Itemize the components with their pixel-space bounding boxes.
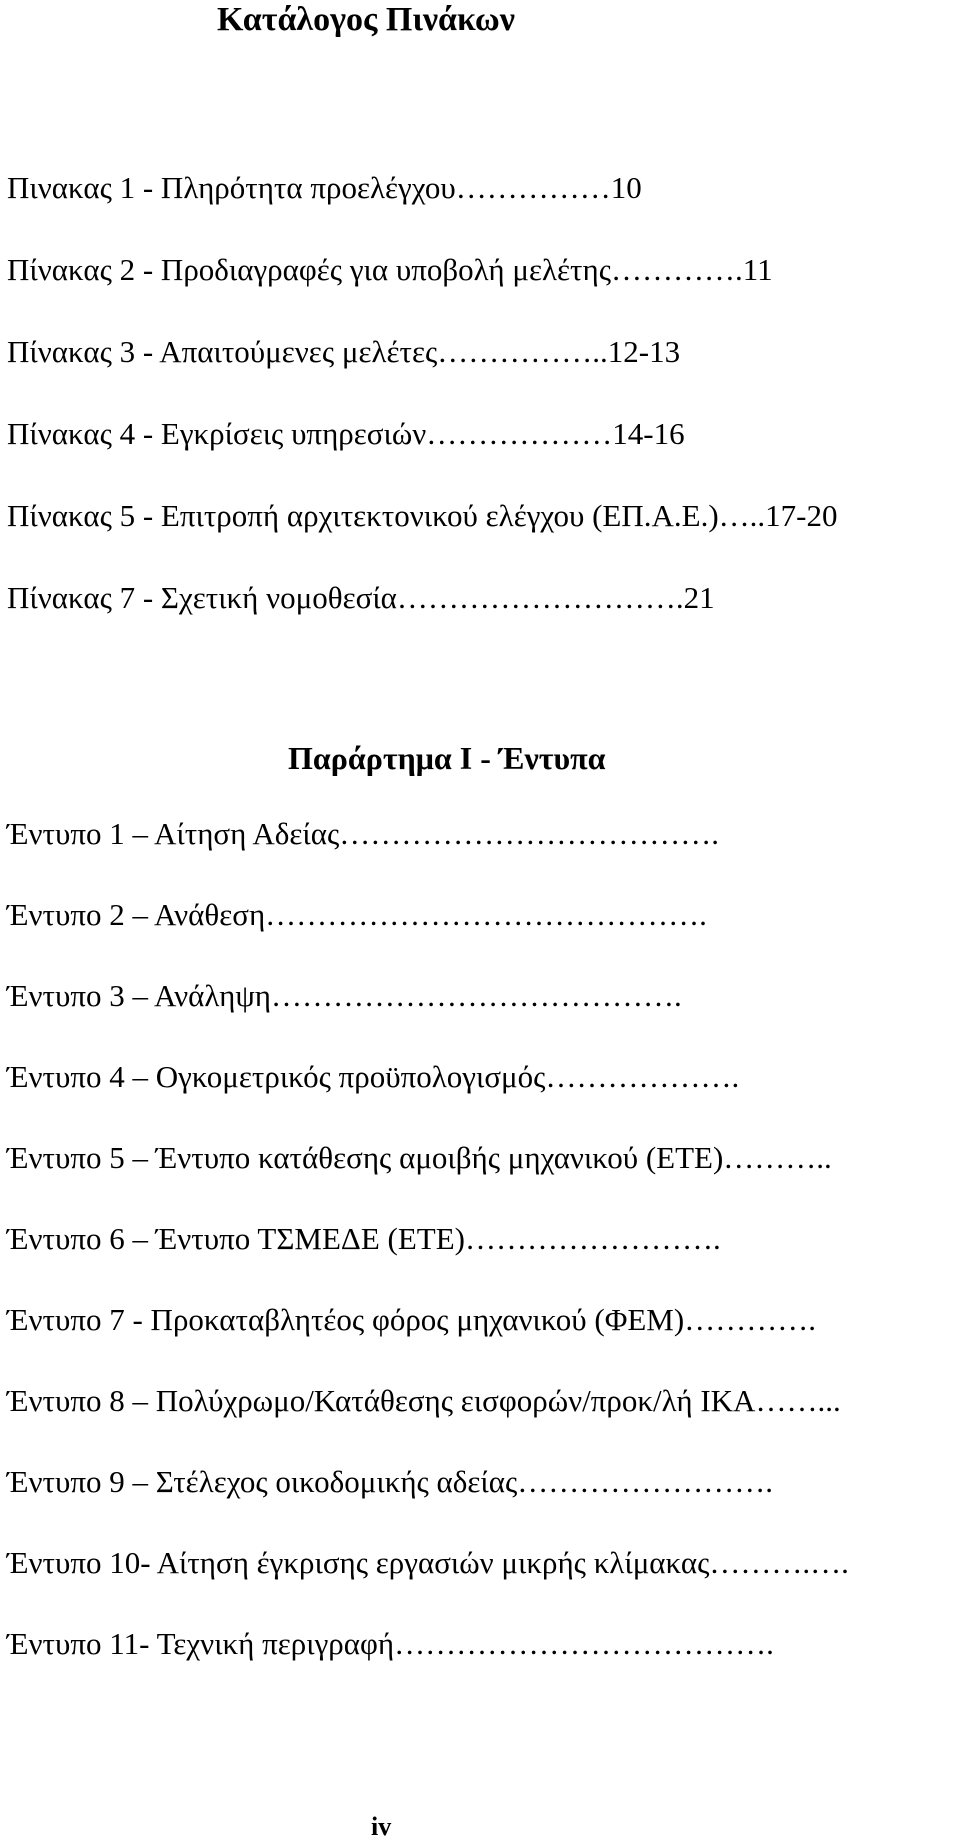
toc-entry-form-2 — [7, 895, 952, 935]
toc-entry-leader: ……………………. — [464, 1221, 721, 1256]
toc-entry-label: Πίνακας 5 - Επιτροπή αρχιτεκτονικού ελέγχου (ΕΠ.Α.Ε.) — [7, 498, 719, 533]
toc-entry-label: Έντυπο 7 - Προκαταβλητέος φόρος μηχανικού (ΦΕΜ) — [7, 1302, 685, 1337]
toc-entry-leader: ……………………… — [396, 580, 676, 615]
toc-entry-label: Έντυπο 4 – Ογκομετρικός προϋπολογισμός — [7, 1059, 546, 1094]
toc-entry-leader: ……………… — [426, 416, 613, 451]
toc-entry-label: Πίνακας 3 - Απαιτούμενες μελέτες — [7, 334, 438, 369]
toc-entry-form-4 — [7, 1057, 952, 1097]
toc-entry-label: Έντυπο 1 – Αίτηση Αδείας — [7, 816, 340, 851]
toc-entry-form-5 — [7, 1138, 952, 1178]
toc-entry-form-6 — [7, 1219, 952, 1259]
page-number: iv — [371, 1812, 392, 1841]
toc-entry-leader: ……………………………………. — [265, 897, 707, 932]
toc-entry-label: Έντυπο 3 – Ανάληψη — [7, 978, 271, 1013]
toc-entry-leader: ………………………………. — [339, 816, 720, 851]
toc-entry-form-7 — [7, 1300, 952, 1340]
toc-entry-form-3 — [7, 976, 952, 1016]
toc-entry-table-4 — [7, 414, 952, 454]
toc-entry-leader: ………… — [610, 252, 735, 287]
toc-entry-leader: …………. — [684, 1302, 816, 1337]
toc-entry-page: .11 — [734, 252, 773, 287]
toc-entry-form-8 — [7, 1381, 952, 1421]
toc-entry-table-2 — [7, 250, 952, 290]
toc-entry-table-5 — [7, 496, 952, 536]
toc-entry-table-7 — [7, 578, 952, 618]
toc-entry-label: Έντυπο 10- Αίτηση έγκρισης εργασιών μικρής κλίμακας — [7, 1545, 710, 1580]
toc-entry-table-1 — [7, 168, 952, 208]
toc-entry-label: Έντυπο 2 – Ανάθεση — [7, 897, 266, 932]
toc-entry-label: Πίνακας 7 - Σχετική νομοθεσία — [7, 580, 397, 615]
toc-entry-leader: ………………………………. — [394, 1626, 774, 1661]
toc-entry-leader: …………………………………. — [270, 978, 682, 1013]
toc-entry-leader: … — [718, 498, 750, 533]
toc-entry-leader: ……... — [755, 1383, 841, 1418]
toc-entry-label: Έντυπο 9 – Στέλεχος οικοδομικής αδείας — [7, 1464, 518, 1499]
toc-entry-page: 10 — [610, 170, 642, 205]
page-title: Κατάλογος Πινάκων — [217, 1, 515, 38]
toc-entry-label: Έντυπο 11- Τεχνική περιγραφή — [7, 1626, 395, 1661]
toc-entry-page: ..17-20 — [749, 498, 838, 533]
toc-entry-leader: ……………………. — [517, 1464, 774, 1499]
toc-entry-label: Έντυπο 8 – Πολύχρωμο/Κατάθεσης εισφορών/προκ/λή ΙΚΑ — [7, 1383, 756, 1418]
toc-entry-label: Πίνακας 4 - Εγκρίσεις υπηρεσιών — [7, 416, 427, 451]
toc-entry-table-3 — [7, 332, 952, 372]
toc-entry-leader: ………………. — [545, 1059, 740, 1094]
toc-entry-leader: ……….…. — [709, 1545, 849, 1580]
appendix-forms-list — [7, 814, 952, 1705]
toc-entry-leader: …………… — [437, 334, 593, 369]
toc-entry-form-9 — [7, 1462, 952, 1502]
toc-entry-page: 14-16 — [612, 416, 685, 451]
table-of-tables — [7, 168, 952, 660]
toc-entry-label: Έντυπο 6 – Έντυπο ΤΣΜΕΔΕ (ΕΤΕ) — [7, 1221, 465, 1256]
toc-entry-form-10 — [7, 1543, 952, 1583]
toc-entry-leader: ……….. — [723, 1140, 832, 1175]
toc-entry-form-11 — [7, 1624, 952, 1664]
toc-entry-leader: …………… — [455, 170, 611, 205]
toc-entry-label: Έντυπο 5 – Έντυπο κατάθεσης αμοιβής μηχανικού (ΕΤΕ) — [7, 1140, 724, 1175]
toc-entry-label: Πινακας 1 - Πληρότητα προελέγχου — [7, 170, 456, 205]
appendix-title: Παράρτημα Ι - Έντυπα — [288, 740, 606, 776]
toc-entry-page: ..12-13 — [592, 334, 681, 369]
toc-entry-label: Πίνακας 2 - Προδιαγραφές για υποβολή μελέτης — [7, 252, 611, 287]
toc-entry-page: .21 — [675, 580, 715, 615]
toc-entry-form-1 — [7, 814, 952, 854]
